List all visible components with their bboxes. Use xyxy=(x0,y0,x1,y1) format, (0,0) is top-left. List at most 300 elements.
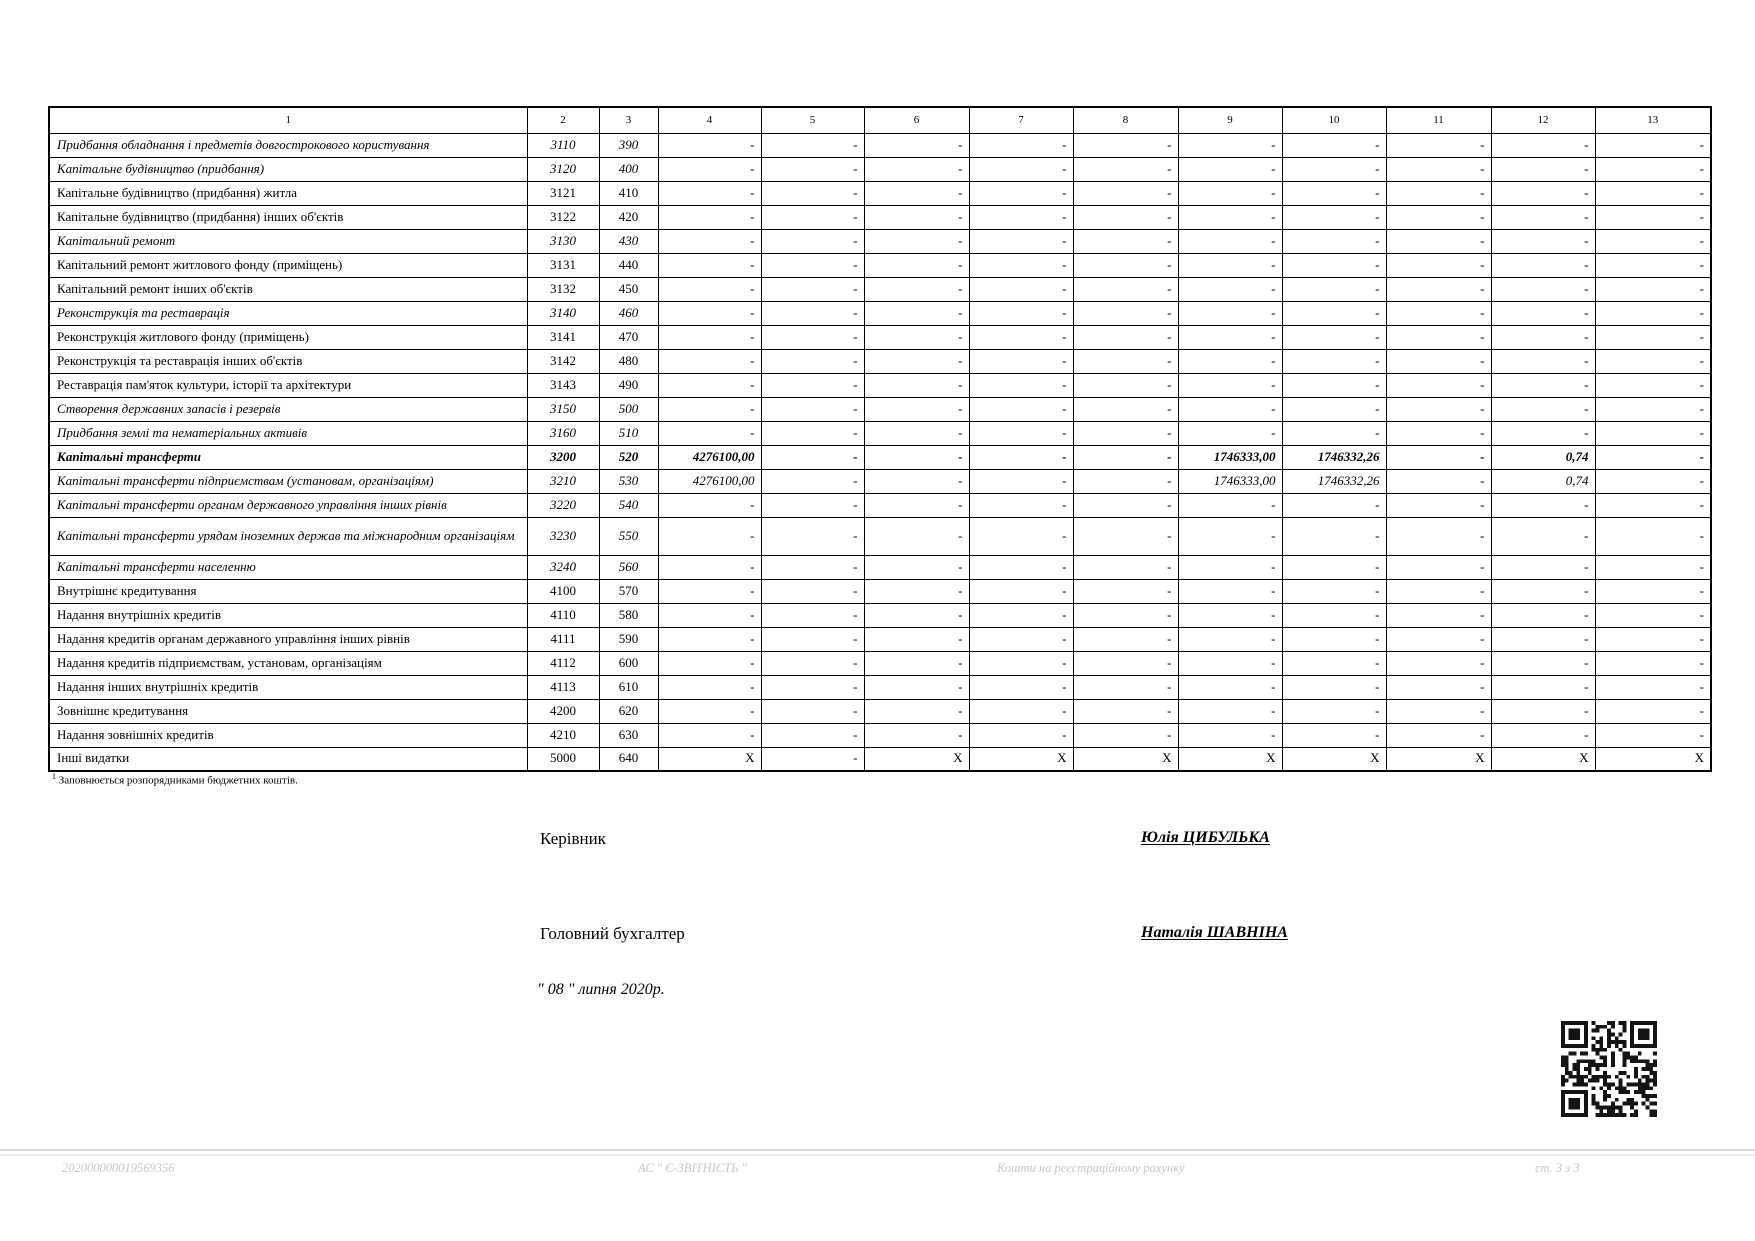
value-cell: - xyxy=(864,373,969,397)
signature-role-director: Керівник xyxy=(540,829,606,848)
value-cell: - xyxy=(1178,603,1282,627)
value-cell: - xyxy=(1386,493,1491,517)
value-cell: - xyxy=(1386,445,1491,469)
value-cell: - xyxy=(1595,253,1711,277)
value-cell: - xyxy=(969,603,1073,627)
value-cell: - xyxy=(1178,301,1282,325)
table-row xyxy=(49,253,1711,277)
value-cell: - xyxy=(1491,373,1595,397)
row-code-cell: 390 xyxy=(599,133,658,157)
value-cell: - xyxy=(1595,205,1711,229)
column-number-header: 10 xyxy=(1282,107,1386,133)
value-cell: - xyxy=(761,627,864,651)
value-cell: - xyxy=(969,229,1073,253)
column-number-header: 5 xyxy=(761,107,864,133)
row-code-cell: 640 xyxy=(599,747,658,771)
kekv-code-cell: 3122 xyxy=(527,205,599,229)
value-cell: - xyxy=(1073,397,1178,421)
value-cell: - xyxy=(1386,675,1491,699)
value-cell: - xyxy=(864,253,969,277)
value-cell: - xyxy=(864,517,969,555)
value-cell: - xyxy=(1386,627,1491,651)
value-cell: X xyxy=(1073,747,1178,771)
kekv-code-cell: 3131 xyxy=(527,253,599,277)
value-cell: - xyxy=(1595,627,1711,651)
value-cell: - xyxy=(1282,301,1386,325)
value-cell: - xyxy=(1073,229,1178,253)
expense-name-cell: Реконструкція житлового фонду (приміщень) xyxy=(49,325,527,349)
table-header-row xyxy=(49,107,1711,133)
row-code-cell: 470 xyxy=(599,325,658,349)
value-cell: - xyxy=(1073,627,1178,651)
value-cell: - xyxy=(969,349,1073,373)
value-cell: - xyxy=(1282,253,1386,277)
kekv-code-cell: 3120 xyxy=(527,157,599,181)
value-cell: - xyxy=(1073,469,1178,493)
value-cell: - xyxy=(969,675,1073,699)
value-cell: - xyxy=(1282,493,1386,517)
kekv-code-cell: 3121 xyxy=(527,181,599,205)
value-cell: - xyxy=(864,469,969,493)
table-row xyxy=(49,349,1711,373)
row-code-cell: 550 xyxy=(599,517,658,555)
value-cell: - xyxy=(1386,229,1491,253)
value-cell: - xyxy=(1491,579,1595,603)
value-cell: - xyxy=(1178,349,1282,373)
value-cell: - xyxy=(1595,397,1711,421)
value-cell: - xyxy=(658,603,761,627)
value-cell: - xyxy=(761,181,864,205)
value-cell: - xyxy=(658,253,761,277)
value-cell: - xyxy=(1178,133,1282,157)
value-cell: - xyxy=(1282,675,1386,699)
row-code-cell: 590 xyxy=(599,627,658,651)
table-row xyxy=(49,517,1711,555)
value-cell: - xyxy=(1595,555,1711,579)
expense-name-cell: Надання кредитів підприємствам, установам, організаціям xyxy=(49,651,527,675)
value-cell: - xyxy=(1491,397,1595,421)
kekv-code-cell: 3220 xyxy=(527,493,599,517)
signature-name-director: Юлія ЦИБУЛЬКА xyxy=(1141,829,1270,846)
value-cell: - xyxy=(1491,651,1595,675)
value-cell: - xyxy=(969,723,1073,747)
kekv-code-cell: 3210 xyxy=(527,469,599,493)
table-row xyxy=(49,651,1711,675)
value-cell: - xyxy=(658,181,761,205)
table-row xyxy=(49,421,1711,445)
value-cell: - xyxy=(1595,675,1711,699)
value-cell: - xyxy=(1386,603,1491,627)
value-cell: - xyxy=(1073,181,1178,205)
value-cell: - xyxy=(761,325,864,349)
table-row xyxy=(49,373,1711,397)
value-cell: - xyxy=(1595,651,1711,675)
value-cell: - xyxy=(864,603,969,627)
footer-report-name: Кошти на реєстраційному рахунку xyxy=(997,1161,1185,1175)
kekv-code-cell: 3143 xyxy=(527,373,599,397)
footnote-text: Заповнюється розпорядниками бюджетних коштів. xyxy=(58,774,298,787)
value-cell: - xyxy=(1282,373,1386,397)
column-number-header: 4 xyxy=(658,107,761,133)
value-cell: - xyxy=(969,627,1073,651)
value-cell: - xyxy=(1282,421,1386,445)
value-cell: - xyxy=(761,253,864,277)
value-cell: - xyxy=(761,469,864,493)
value-cell: - xyxy=(1595,325,1711,349)
table-row xyxy=(49,699,1711,723)
value-cell: - xyxy=(658,229,761,253)
value-cell: - xyxy=(1491,301,1595,325)
expense-name-cell: Реконструкція та реставрація xyxy=(49,301,527,325)
value-cell: - xyxy=(658,397,761,421)
value-cell: - xyxy=(1178,421,1282,445)
value-cell: - xyxy=(761,579,864,603)
value-cell: - xyxy=(761,699,864,723)
value-cell: - xyxy=(1282,349,1386,373)
value-cell: - xyxy=(658,133,761,157)
expense-name-cell: Зовнішнє кредитування xyxy=(49,699,527,723)
value-cell: - xyxy=(658,373,761,397)
value-cell: - xyxy=(1073,325,1178,349)
value-cell: 4276100,00 xyxy=(658,445,761,469)
value-cell: - xyxy=(658,325,761,349)
value-cell: - xyxy=(761,205,864,229)
kekv-code-cell: 3200 xyxy=(527,445,599,469)
value-cell: - xyxy=(1178,723,1282,747)
value-cell: - xyxy=(1282,133,1386,157)
value-cell: - xyxy=(969,469,1073,493)
value-cell: - xyxy=(1386,325,1491,349)
value-cell: - xyxy=(1178,277,1282,301)
expense-name-cell: Внутрішнє кредитування xyxy=(49,579,527,603)
value-cell: - xyxy=(658,157,761,181)
value-cell: - xyxy=(1282,603,1386,627)
value-cell: - xyxy=(969,651,1073,675)
value-cell: - xyxy=(1386,723,1491,747)
expense-name-cell: Реконструкція та реставрація інших об'єктів xyxy=(49,349,527,373)
value-cell: - xyxy=(864,349,969,373)
value-cell: - xyxy=(761,133,864,157)
value-cell: - xyxy=(1073,445,1178,469)
column-number-header: 13 xyxy=(1595,107,1711,133)
table-row xyxy=(49,723,1711,747)
table-row xyxy=(49,277,1711,301)
value-cell: 1746333,00 xyxy=(1178,445,1282,469)
value-cell: - xyxy=(1282,325,1386,349)
value-cell: - xyxy=(1386,133,1491,157)
value-cell: - xyxy=(1491,723,1595,747)
value-cell: 0,74 xyxy=(1491,445,1595,469)
kekv-code-cell: 3230 xyxy=(527,517,599,555)
row-code-cell: 630 xyxy=(599,723,658,747)
footnote xyxy=(52,772,298,787)
value-cell: - xyxy=(658,349,761,373)
value-cell: - xyxy=(658,627,761,651)
value-cell: - xyxy=(1386,277,1491,301)
expense-name-cell: Капітальні трансферти xyxy=(49,445,527,469)
value-cell: - xyxy=(1178,517,1282,555)
value-cell: - xyxy=(761,517,864,555)
table-row xyxy=(49,579,1711,603)
value-cell: - xyxy=(1386,469,1491,493)
value-cell: - xyxy=(1282,277,1386,301)
footer-system-name: АС " Є-ЗВІТНІСТЬ " xyxy=(638,1161,747,1175)
kekv-code-cell: 3130 xyxy=(527,229,599,253)
row-code-cell: 420 xyxy=(599,205,658,229)
expense-name-cell: Створення державних запасів і резервів xyxy=(49,397,527,421)
value-cell: - xyxy=(1595,181,1711,205)
row-code-cell: 450 xyxy=(599,277,658,301)
value-cell: - xyxy=(658,517,761,555)
value-cell: - xyxy=(864,277,969,301)
value-cell: - xyxy=(1178,699,1282,723)
value-cell: - xyxy=(658,277,761,301)
value-cell: - xyxy=(1073,603,1178,627)
value-cell: - xyxy=(1178,373,1282,397)
value-cell: - xyxy=(761,301,864,325)
value-cell: - xyxy=(864,555,969,579)
column-number-header: 1 xyxy=(49,107,527,133)
value-cell: - xyxy=(969,133,1073,157)
kekv-code-cell: 4112 xyxy=(527,651,599,675)
value-cell: - xyxy=(1178,651,1282,675)
value-cell: - xyxy=(1595,469,1711,493)
expense-name-cell: Капітальне будівництво (придбання) інших об'єктів xyxy=(49,205,527,229)
value-cell: - xyxy=(761,277,864,301)
value-cell: - xyxy=(1491,603,1595,627)
kekv-code-cell: 3132 xyxy=(527,277,599,301)
value-cell: - xyxy=(1073,133,1178,157)
value-cell: - xyxy=(1595,723,1711,747)
value-cell: - xyxy=(1282,157,1386,181)
value-cell: - xyxy=(864,157,969,181)
row-code-cell: 500 xyxy=(599,397,658,421)
value-cell: - xyxy=(969,579,1073,603)
value-cell: - xyxy=(658,579,761,603)
value-cell: - xyxy=(1491,325,1595,349)
value-cell: X xyxy=(1491,747,1595,771)
value-cell: - xyxy=(1282,627,1386,651)
value-cell: X xyxy=(1282,747,1386,771)
value-cell: X xyxy=(1178,747,1282,771)
value-cell: - xyxy=(864,301,969,325)
row-code-cell: 490 xyxy=(599,373,658,397)
value-cell: - xyxy=(1491,421,1595,445)
value-cell: 4276100,00 xyxy=(658,469,761,493)
value-cell: - xyxy=(761,157,864,181)
value-cell: - xyxy=(1491,493,1595,517)
expense-name-cell: Капітальні трансферти підприємствам (установам, організаціям) xyxy=(49,469,527,493)
value-cell: - xyxy=(969,301,1073,325)
value-cell: - xyxy=(1282,229,1386,253)
expense-name-cell: Придбання обладнання і предметів довгострокового користування xyxy=(49,133,527,157)
expense-name-cell: Капітальний ремонт xyxy=(49,229,527,253)
signature-role-chief-accountant: Головний бухгалтер xyxy=(540,924,685,943)
value-cell: - xyxy=(969,397,1073,421)
value-cell: - xyxy=(864,651,969,675)
value-cell: - xyxy=(1282,651,1386,675)
value-cell: - xyxy=(864,675,969,699)
kekv-code-cell: 3150 xyxy=(527,397,599,421)
value-cell: - xyxy=(1595,493,1711,517)
value-cell: - xyxy=(1491,517,1595,555)
value-cell: - xyxy=(1491,205,1595,229)
value-cell: - xyxy=(761,747,864,771)
value-cell: - xyxy=(1491,229,1595,253)
value-cell: - xyxy=(1491,277,1595,301)
value-cell: X xyxy=(1386,747,1491,771)
value-cell: - xyxy=(1595,579,1711,603)
value-cell: - xyxy=(1282,723,1386,747)
value-cell: - xyxy=(1178,205,1282,229)
value-cell: - xyxy=(1491,253,1595,277)
kekv-code-cell: 3140 xyxy=(527,301,599,325)
value-cell: - xyxy=(1491,699,1595,723)
table-row xyxy=(49,133,1711,157)
value-cell: - xyxy=(1386,181,1491,205)
kekv-code-cell: 4110 xyxy=(527,603,599,627)
value-cell: 1746332,26 xyxy=(1282,445,1386,469)
value-cell: - xyxy=(864,579,969,603)
value-cell: - xyxy=(1491,555,1595,579)
value-cell: - xyxy=(1386,699,1491,723)
value-cell: - xyxy=(658,699,761,723)
row-code-cell: 540 xyxy=(599,493,658,517)
value-cell: - xyxy=(1178,493,1282,517)
value-cell: - xyxy=(1491,133,1595,157)
value-cell: - xyxy=(1595,229,1711,253)
value-cell: - xyxy=(1595,603,1711,627)
expense-name-cell: Надання зовнішніх кредитів xyxy=(49,723,527,747)
value-cell: - xyxy=(1595,157,1711,181)
table-row xyxy=(49,555,1711,579)
value-cell: - xyxy=(969,517,1073,555)
table-row xyxy=(49,747,1711,771)
value-cell: 0,74 xyxy=(1491,469,1595,493)
value-cell: - xyxy=(1282,579,1386,603)
signature-name-chief-accountant: Наталія ШАВНІНА xyxy=(1141,924,1288,941)
footer-document-number: 202000000019569356 xyxy=(62,1161,175,1175)
value-cell: - xyxy=(1178,555,1282,579)
expense-name-cell: Капітальне будівництво (придбання) xyxy=(49,157,527,181)
column-number-header: 3 xyxy=(599,107,658,133)
column-number-header: 11 xyxy=(1386,107,1491,133)
table-row xyxy=(49,603,1711,627)
value-cell: - xyxy=(1386,301,1491,325)
value-cell: - xyxy=(1386,205,1491,229)
value-cell: - xyxy=(1178,229,1282,253)
footer-page-number: ст. 3 з 3 xyxy=(1535,1161,1580,1175)
row-code-cell: 480 xyxy=(599,349,658,373)
expense-name-cell: Реставрація пам'яток культури, історії та архітектури xyxy=(49,373,527,397)
value-cell: - xyxy=(658,675,761,699)
value-cell: - xyxy=(1073,301,1178,325)
value-cell: - xyxy=(1282,181,1386,205)
expense-name-cell: Надання кредитів органам державного управління інших рівнів xyxy=(49,627,527,651)
value-cell: X xyxy=(1595,747,1711,771)
kekv-code-cell: 3240 xyxy=(527,555,599,579)
value-cell: - xyxy=(1491,627,1595,651)
value-cell: - xyxy=(1073,349,1178,373)
table-row xyxy=(49,301,1711,325)
value-cell: - xyxy=(761,397,864,421)
value-cell: - xyxy=(1595,699,1711,723)
value-cell: - xyxy=(969,421,1073,445)
value-cell: - xyxy=(1073,157,1178,181)
value-cell: - xyxy=(864,421,969,445)
value-cell: - xyxy=(761,493,864,517)
budget-report-table xyxy=(48,106,1712,772)
value-cell: - xyxy=(1282,555,1386,579)
value-cell: - xyxy=(864,397,969,421)
report-date: " 08 " липня 2020р. xyxy=(537,981,665,998)
row-code-cell: 520 xyxy=(599,445,658,469)
value-cell: - xyxy=(864,627,969,651)
table-row xyxy=(49,181,1711,205)
column-number-header: 8 xyxy=(1073,107,1178,133)
value-cell: - xyxy=(1386,253,1491,277)
value-cell: - xyxy=(864,133,969,157)
value-cell: - xyxy=(1595,445,1711,469)
table-row xyxy=(49,205,1711,229)
row-code-cell: 510 xyxy=(599,421,658,445)
value-cell: - xyxy=(761,723,864,747)
table-row xyxy=(49,493,1711,517)
column-number-header: 2 xyxy=(527,107,599,133)
value-cell: - xyxy=(1073,517,1178,555)
row-code-cell: 400 xyxy=(599,157,658,181)
value-cell: - xyxy=(658,493,761,517)
row-code-cell: 570 xyxy=(599,579,658,603)
value-cell: - xyxy=(1073,373,1178,397)
value-cell: - xyxy=(658,421,761,445)
value-cell: - xyxy=(969,205,1073,229)
table-row xyxy=(49,397,1711,421)
value-cell: - xyxy=(864,493,969,517)
value-cell: - xyxy=(1178,397,1282,421)
table-row xyxy=(49,157,1711,181)
value-cell: - xyxy=(969,277,1073,301)
value-cell: - xyxy=(1073,277,1178,301)
value-cell: - xyxy=(761,603,864,627)
value-cell: - xyxy=(1386,349,1491,373)
table-row xyxy=(49,229,1711,253)
value-cell: X xyxy=(864,747,969,771)
value-cell: - xyxy=(1386,517,1491,555)
value-cell: - xyxy=(1491,349,1595,373)
value-cell: - xyxy=(1073,675,1178,699)
value-cell: - xyxy=(969,157,1073,181)
value-cell: - xyxy=(1386,651,1491,675)
kekv-code-cell: 3160 xyxy=(527,421,599,445)
expense-name-cell: Капітальний ремонт інших об'єктів xyxy=(49,277,527,301)
column-number-header: 12 xyxy=(1491,107,1595,133)
value-cell: - xyxy=(1595,301,1711,325)
column-number-header: 7 xyxy=(969,107,1073,133)
value-cell: - xyxy=(1178,627,1282,651)
value-cell: - xyxy=(1491,675,1595,699)
value-cell: - xyxy=(969,325,1073,349)
value-cell: - xyxy=(864,723,969,747)
value-cell: - xyxy=(761,349,864,373)
column-number-header: 6 xyxy=(864,107,969,133)
row-code-cell: 620 xyxy=(599,699,658,723)
row-code-cell: 430 xyxy=(599,229,658,253)
kekv-code-cell: 4113 xyxy=(527,675,599,699)
value-cell: - xyxy=(864,699,969,723)
expense-name-cell: Інші видатки xyxy=(49,747,527,771)
value-cell: - xyxy=(1595,517,1711,555)
